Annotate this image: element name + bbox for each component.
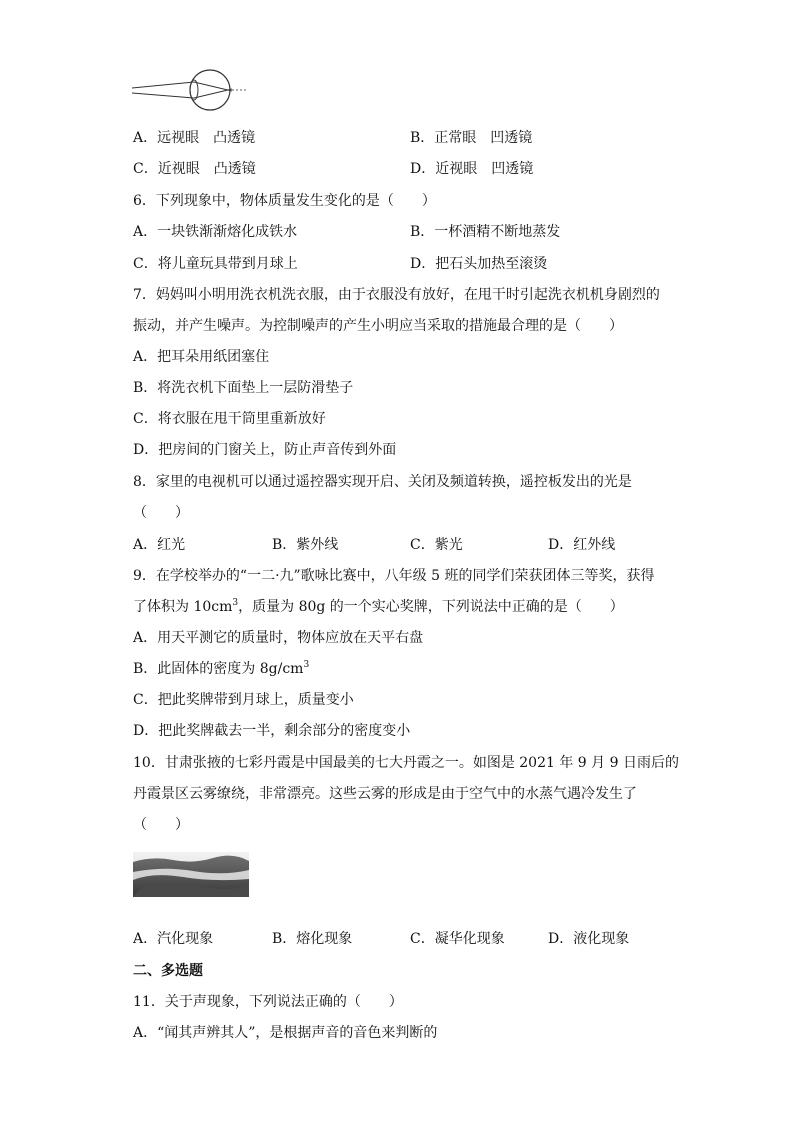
q8-option-d: D．红外线	[548, 537, 616, 553]
q10-stem-line2: 丹霞景区云雾缭绕，非常漂亮。这些云雾的形成是由于空气中的水蒸气遇冷发生了	[133, 786, 637, 802]
q6-option-d: D．把石头加热至滚烫	[410, 256, 548, 272]
q9-stem-line2-pre: 了体积为 10cm	[133, 599, 233, 615]
q9-stem-line2	[133, 597, 624, 617]
q10-option-d: D．液化现象	[548, 931, 630, 947]
q9-option-b	[133, 659, 309, 679]
q8-stem-line1: 8．家里的电视机可以通过遥控器实现开启、关闭及频道转换，遥控板发出的光是	[133, 474, 632, 490]
q7-stem-line1: 7．妈妈叫小明用洗衣机洗衣服，由于衣服没有放好，在甩干时引起洗衣机机身剧烈的	[133, 287, 660, 303]
danxia-cloud-photo	[133, 852, 249, 897]
q10-option-c: C．凝华化现象	[410, 931, 505, 947]
q8-stem-line2: （ ）	[133, 505, 189, 521]
q11-option-a: A．“闻其声辨其人”，是根据声音的音色来判断的	[133, 1025, 438, 1041]
eye-diagram-figure	[132, 66, 250, 116]
q8-option-c: C．紫光	[410, 537, 463, 553]
q7-option-c: C．将衣服在甩干筒里重新放好	[133, 411, 326, 427]
q9-option-b-text: B．此固体的密度为 8g/cm	[133, 661, 304, 677]
q7-stem-line2: 振动，并产生噪声。为控制噪声的产生小明应当采取的措施最合理的是（ ）	[133, 318, 623, 334]
section-title-multiple-choice: 二、多选题	[133, 963, 203, 979]
q6-option-b: B．一杯酒精不断地蒸发	[410, 224, 561, 240]
q9-option-b-sup: 3	[303, 660, 310, 670]
q6-option-a: A．一块铁渐渐熔化成铁水	[133, 224, 298, 240]
q9-option-c: C．把此奖牌带到月球上，质量变小	[133, 692, 354, 708]
q9-stem-line1: 9．在学校举办的“一二·九”歌咏比赛中，八年级 5 班的同学们荣获团体三等奖，获得	[133, 568, 655, 584]
q9-option-d: D．把此奖牌截去一半，剩余部分的密度变小	[133, 723, 411, 739]
q7-option-a: A．把耳朵用纸团塞住	[133, 349, 270, 365]
q9-stem-line2-post: ，质量为 80g 的一个实心奖牌，下列说法中正确的是（ ）	[238, 599, 624, 615]
q10-stem-line3: （ ）	[133, 817, 189, 833]
q6-option-c: C．将儿童玩具带到月球上	[133, 256, 298, 272]
q5-option-d: D．近视眼 凹透镜	[410, 161, 534, 177]
q5-option-b: B．正常眼 凹透镜	[410, 130, 533, 146]
q5-option-c: C．近视眼 凸透镜	[133, 161, 256, 177]
q10-stem-line1: 10．甘肃张掖的七彩丹霞是中国最美的七大丹霞之一。如图是 2021 年 9 月 9 日雨后的	[133, 755, 679, 771]
q7-option-d: D．把房间的门窗关上，防止声音传到外面	[133, 442, 397, 458]
q10-option-b: B．熔化现象	[272, 931, 353, 947]
q9-option-a: A．用天平测它的质量时，物体应放在天平右盘	[133, 630, 424, 646]
q11-stem: 11．关于声现象，下列说法正确的（ ）	[133, 994, 403, 1010]
q9-stem-line2-sup: 3	[232, 598, 239, 608]
q8-option-b: B．紫外线	[272, 537, 339, 553]
q6-stem: 6．下列现象中，物体质量发生变化的是（ ）	[133, 193, 436, 209]
q8-option-a: A．红光	[133, 537, 186, 553]
q10-option-a: A．汽化现象	[133, 931, 214, 947]
q5-option-a: A．远视眼 凸透镜	[133, 130, 256, 146]
q7-option-b: B．将洗衣机下面垫上一层防滑垫子	[133, 380, 354, 396]
